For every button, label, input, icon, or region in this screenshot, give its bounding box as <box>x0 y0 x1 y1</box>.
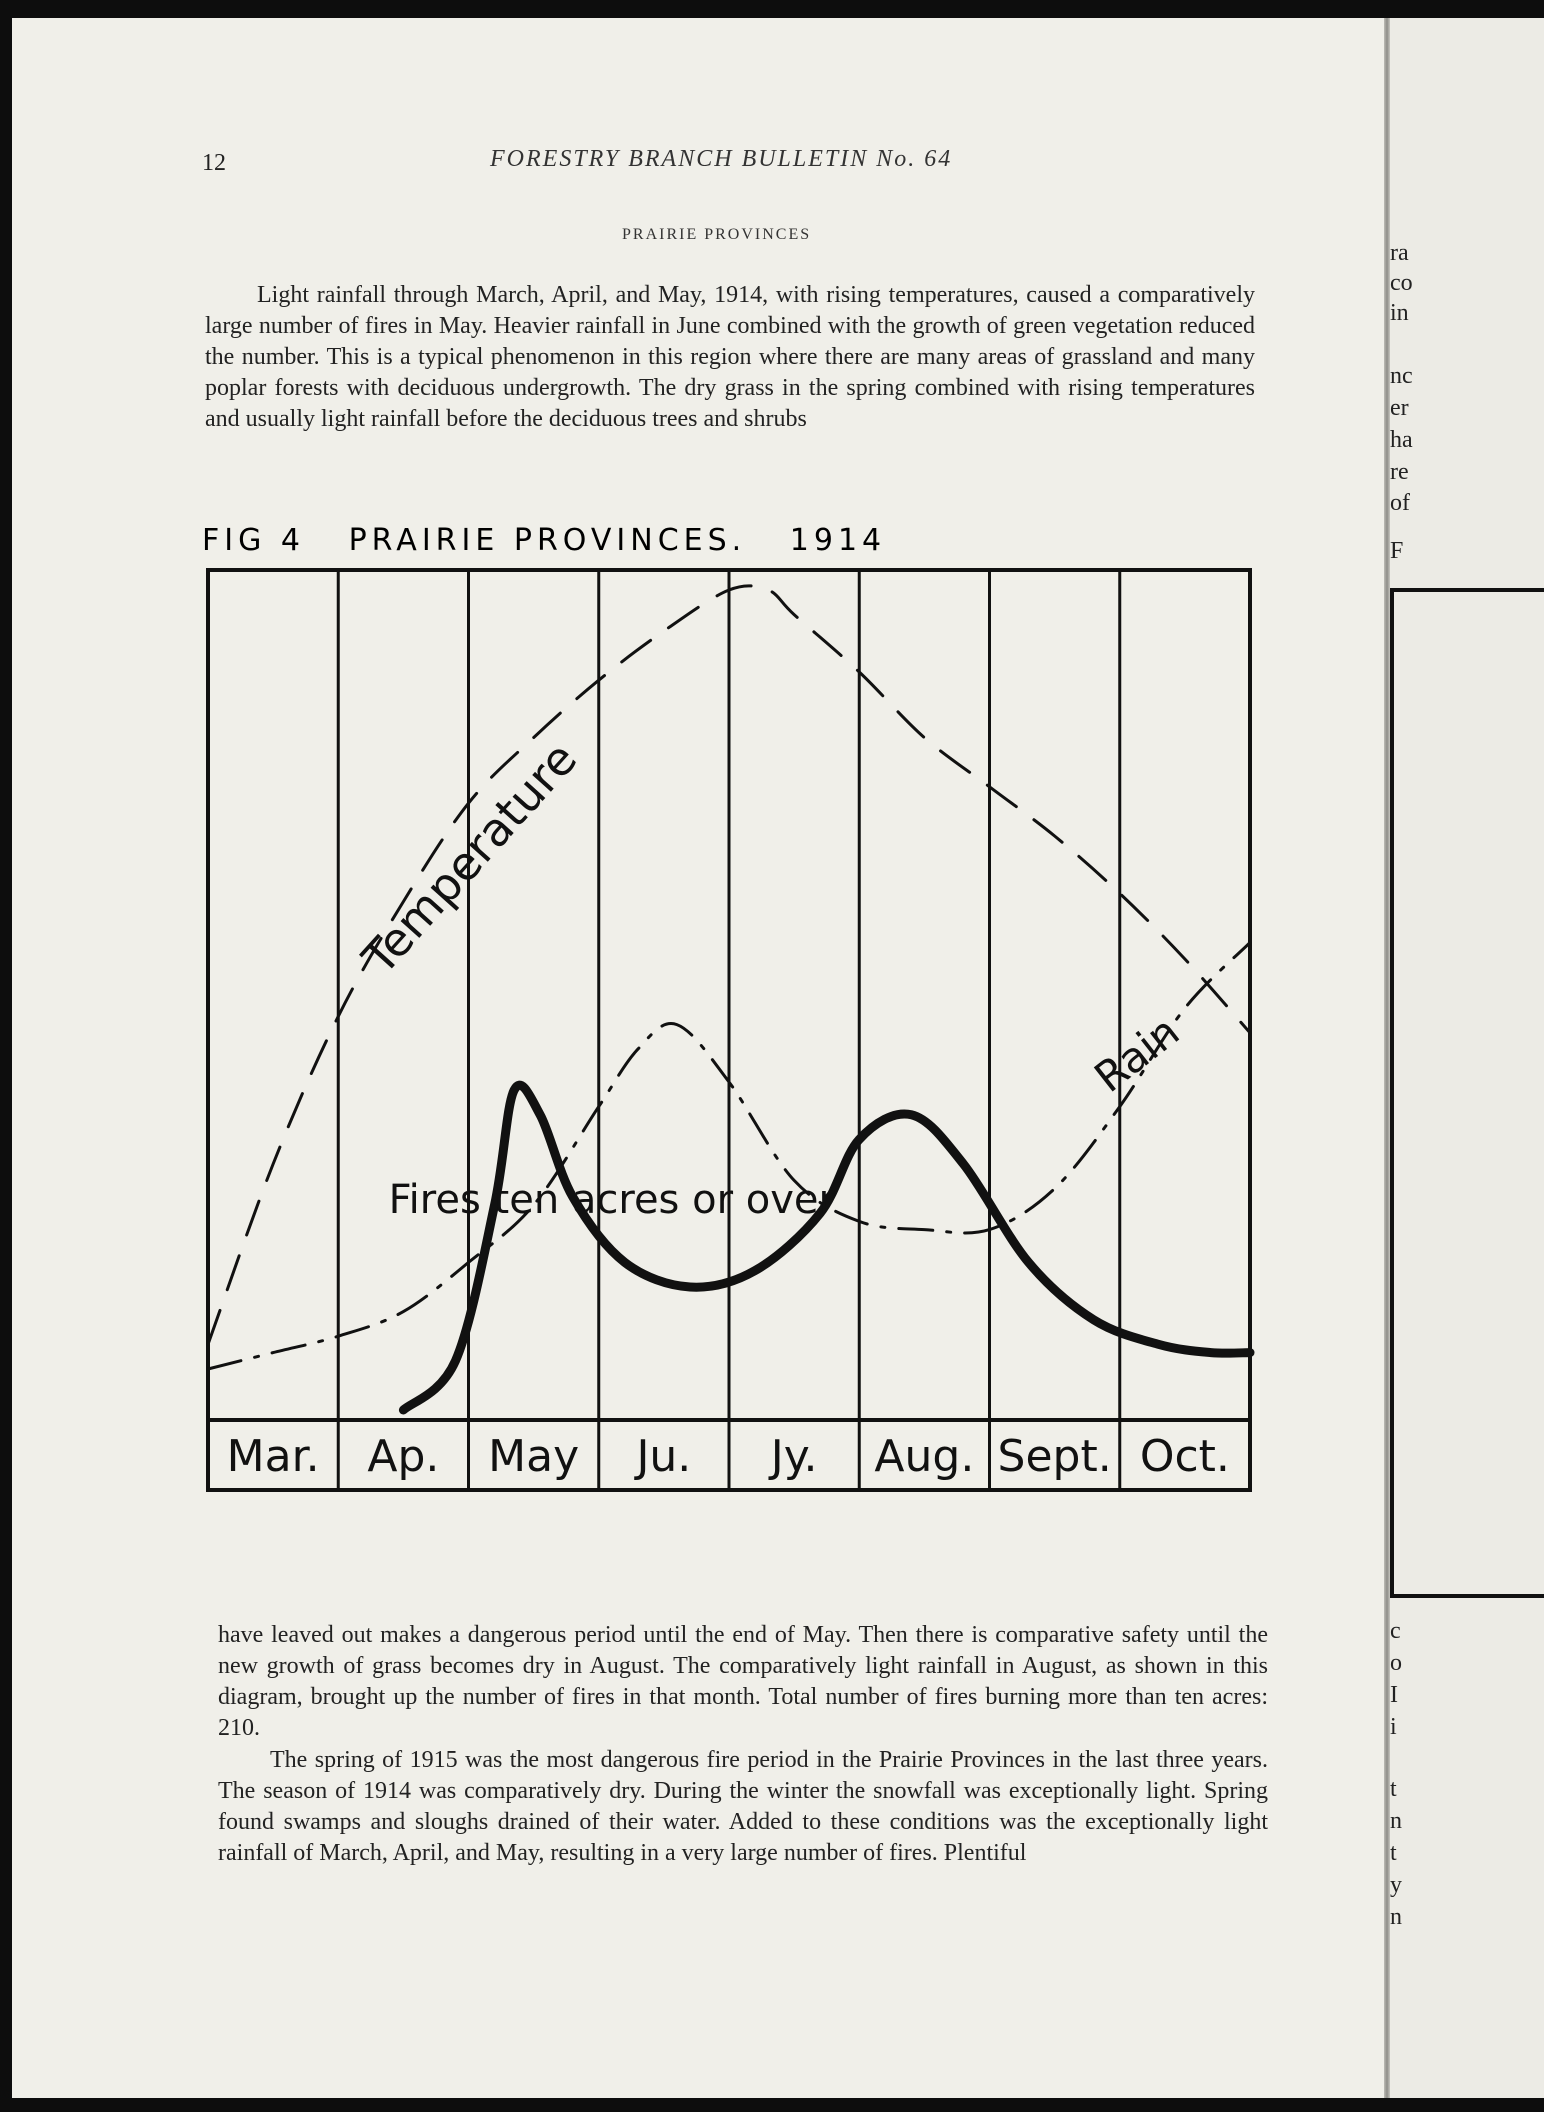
facing-page-text-fragment: n <box>1390 1904 1402 1930</box>
section-heading: PRAIRIE PROVINCES <box>622 226 812 243</box>
facing-page-text-fragment: i <box>1390 1714 1397 1740</box>
facing-page-text-fragment: ha <box>1390 427 1413 453</box>
chart-title: FIG 4 PRAIRIE PROVINCES. 1914 <box>202 523 887 558</box>
month-label: Ju. <box>636 1431 692 1482</box>
facing-page <box>1390 18 1544 2098</box>
paragraph-3: The spring of 1915 was the most dangerous fire period in the Prairie Provinces in the last three years. The season of 1914 was comparatively dry. During the winter the snowfall was exceptionally light. Spring found swamps and sloughs drained of their water. Added to these conditions was the exceptionally light rainfall of March, April, and May, resulting in a very large number of fires. Plentiful <box>218 1747 1268 1866</box>
series-annotation: Fires ten acres or over <box>388 1177 835 1224</box>
facing-page-text-fragment: y <box>1390 1872 1402 1898</box>
facing-page-text-fragment: t <box>1390 1776 1397 1802</box>
series-line-fires-ten-acres-or-over <box>403 1085 1250 1410</box>
facing-page-text-fragment: t <box>1390 1840 1397 1866</box>
paragraph-2: have leaved out makes a dangerous period until the end of May. Then there is comparative safety until the new growth of grass becomes dry in August. The comparatively light rainfall in August, as shown in this diagram, brought up the number of fires in that month. Total number of fires burning more than ten acres: 210. <box>218 1622 1268 1741</box>
month-label: Ap. <box>367 1431 440 1482</box>
month-label: Sept. <box>997 1431 1112 1482</box>
paragraph-1: Light rainfall through March, April, and May, 1914, with rising temperatures, caused a comparatively large number of fires in May. Heavier rainfall in June combined with the growth of green vegetation reduced the number. This is a typical phenomenon in this region where there are many areas of grassland and many poplar forests with deciduous undergrowth. The dry grass in the spring combined with rising temperatures and usually light rainfall before the deciduous trees and shrubs <box>205 282 1255 432</box>
month-label: Oct. <box>1139 1431 1230 1482</box>
facing-page-text-fragment: in <box>1390 300 1409 326</box>
facing-page-text-fragment: F <box>1390 538 1404 564</box>
facing-page-text-fragment: er <box>1390 395 1409 421</box>
series-annotation: Rain <box>1085 1006 1189 1102</box>
month-label: Mar. <box>226 1431 320 1482</box>
fig-4-chart <box>190 500 1300 1580</box>
running-title: FORESTRY BRANCH BULLETIN No. 64 <box>490 146 953 172</box>
page-number: 12 <box>202 150 226 176</box>
facing-page-text-fragment: n <box>1390 1808 1402 1834</box>
month-label: Aug. <box>874 1431 975 1482</box>
month-label: May <box>488 1431 580 1482</box>
facing-page-chart-frame <box>1390 588 1544 1598</box>
month-label: Jy. <box>770 1431 818 1482</box>
facing-page-text-fragment: ra <box>1390 240 1409 266</box>
facing-page-text-fragment: re <box>1390 459 1409 485</box>
facing-page-text-fragment: o <box>1390 1650 1402 1676</box>
facing-page-text-fragment: c <box>1390 1618 1401 1644</box>
facing-page-text-fragment: of <box>1390 490 1410 516</box>
facing-page-text-fragment: nc <box>1390 363 1413 389</box>
facing-page-text-fragment: I <box>1390 1682 1398 1708</box>
facing-page-text-fragment: co <box>1390 270 1413 296</box>
series-annotation: Temperature <box>352 731 588 985</box>
